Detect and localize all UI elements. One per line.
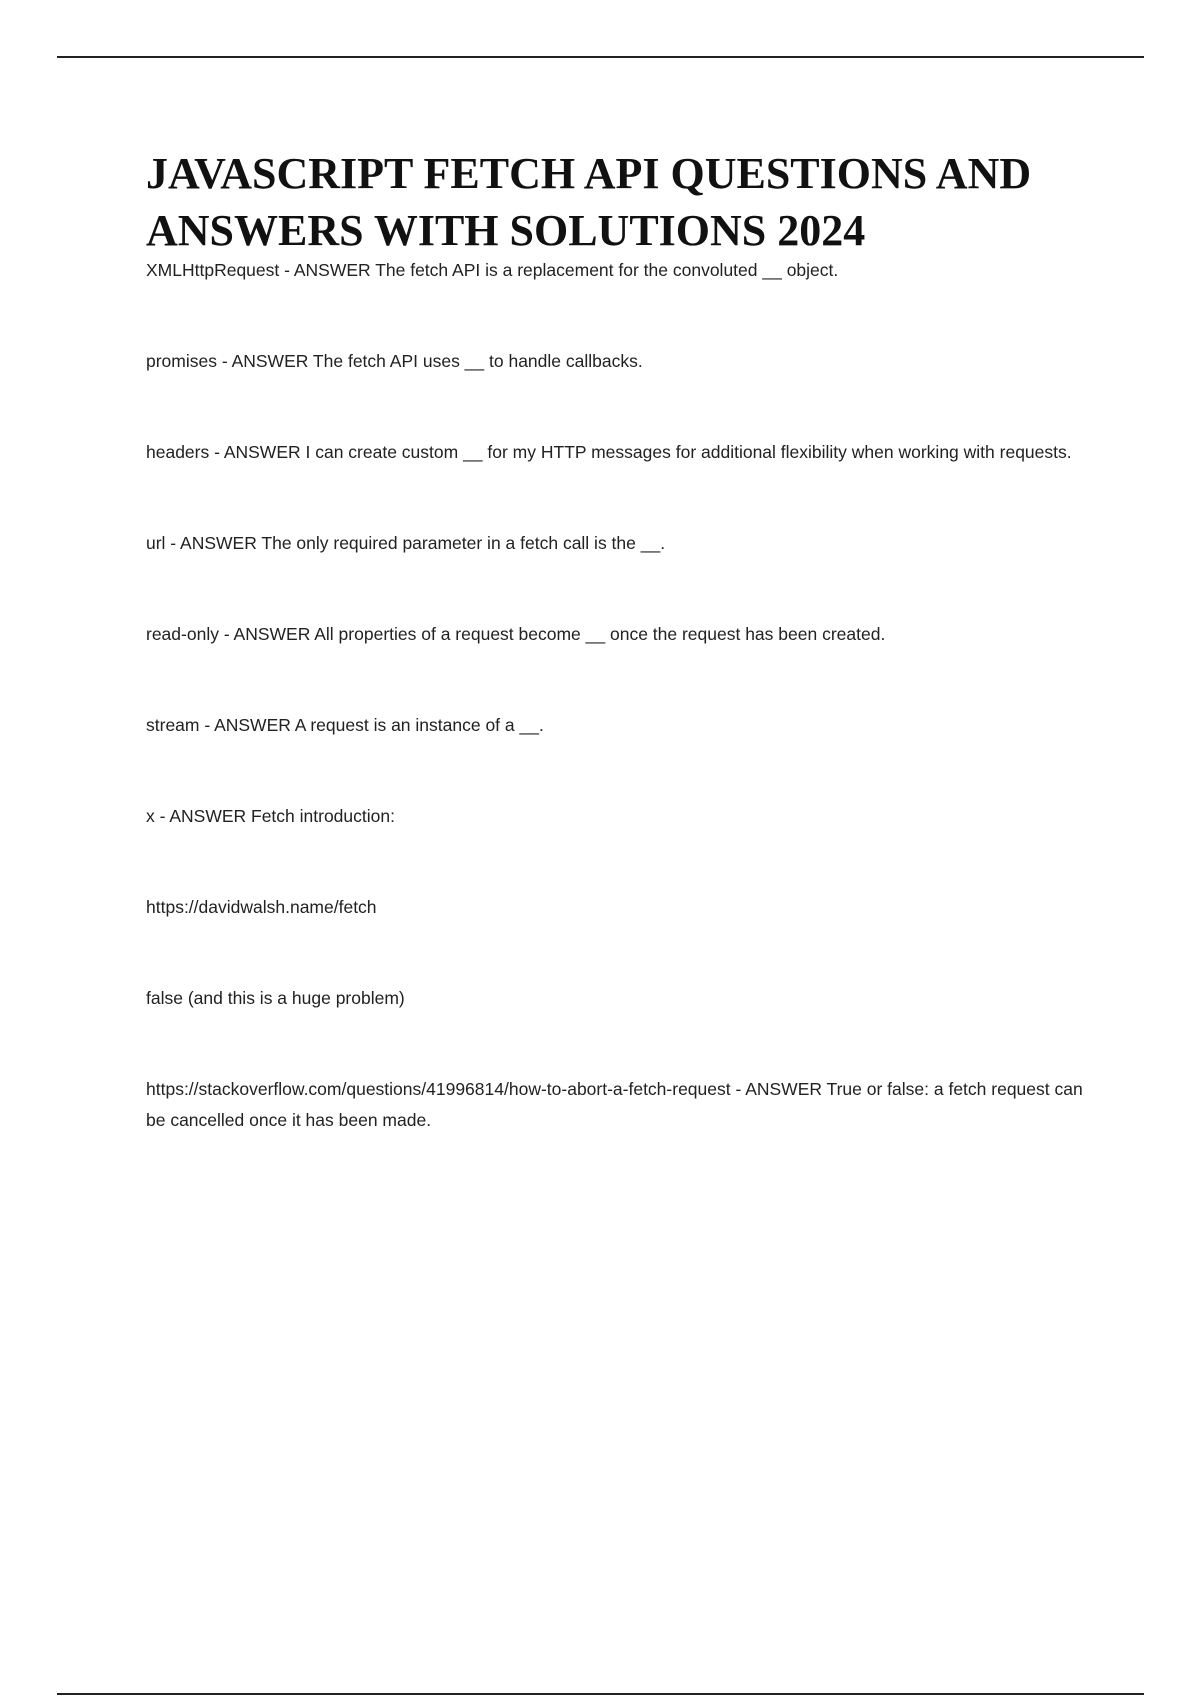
qa-entry-link: https://davidwalsh.name/fetch bbox=[146, 897, 377, 917]
qa-entry: x - ANSWER Fetch introduction: bbox=[146, 806, 395, 826]
document-title: JAVASCRIPT FETCH API QUESTIONS AND ANSWERS WITH SOLUTIONS 2024 bbox=[146, 149, 1032, 255]
bottom-divider bbox=[57, 1693, 1144, 1695]
document-body bbox=[146, 145, 1091, 1196]
qa-entry: headers - ANSWER I can create custom __ for my HTTP messages for additional flexibility when working with requests. bbox=[146, 442, 1072, 462]
qa-entry: read-only - ANSWER All properties of a request become __ once the request has been created. bbox=[146, 624, 886, 644]
qa-entry: promises - ANSWER The fetch API uses __ to handle callbacks. bbox=[146, 351, 643, 371]
top-divider bbox=[57, 56, 1144, 58]
qa-list bbox=[146, 255, 1091, 1136]
qa-entry: false (and this is a huge problem) bbox=[146, 988, 405, 1008]
qa-entry: https://stackoverflow.com/questions/41996814/how-to-abort-a-fetch-request - ANSWER True or false: a fetch request can be cancelled once it has been made. bbox=[146, 1079, 1083, 1130]
qa-entry: XMLHttpRequest - ANSWER The fetch API is a replacement for the convoluted __ object. bbox=[146, 260, 839, 280]
qa-entry: url - ANSWER The only required parameter in a fetch call is the __. bbox=[146, 533, 666, 553]
qa-entry: stream - ANSWER A request is an instance of a __. bbox=[146, 715, 544, 735]
